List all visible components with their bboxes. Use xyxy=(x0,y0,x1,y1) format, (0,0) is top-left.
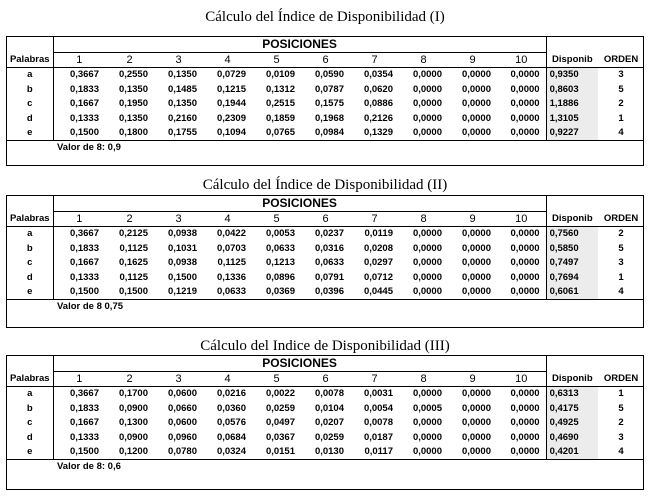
value-cell: 0,0000 xyxy=(510,257,540,269)
value-cell: 0,2550 xyxy=(118,69,148,81)
value-cell: 0,0000 xyxy=(461,83,491,95)
value-cell: 0,0000 xyxy=(461,388,491,400)
value-cell: 0,0620 xyxy=(363,83,393,95)
value-cell: 0,0000 xyxy=(510,286,540,298)
value-cell: 0,0237 xyxy=(314,228,344,240)
table-row xyxy=(7,97,644,112)
value-cell: 0,1833 xyxy=(53,82,105,97)
value-cell: 0,1667 xyxy=(53,256,105,271)
orden-cell: 5 xyxy=(618,402,624,414)
posiciones-header-row xyxy=(7,37,644,52)
palabra-cell: a xyxy=(27,388,33,400)
disponib-header: Disponib xyxy=(546,52,598,67)
value-cell: 0,0938 xyxy=(167,257,197,269)
value-cell: 0,0208 xyxy=(363,242,393,254)
value-cell: 0,1312 xyxy=(265,83,295,95)
value-cell: 0,1500 xyxy=(53,445,105,460)
value-cell: 0,0780 xyxy=(167,446,197,458)
orden-cell: 1 xyxy=(618,271,624,283)
position-column-header: 9 xyxy=(448,211,497,226)
table-row xyxy=(7,226,644,241)
posiciones-header: POSICIONES xyxy=(53,356,546,371)
position-column-header: 6 xyxy=(301,211,350,226)
column-header-row xyxy=(7,52,644,67)
table-row xyxy=(7,111,644,126)
valor-footer: Valor de 8: 0,9 xyxy=(7,141,644,155)
valor-footer: Valor de 8 0,75 xyxy=(7,300,644,314)
blank-cell xyxy=(7,37,53,52)
position-column-header: 4 xyxy=(203,371,252,386)
footer-row xyxy=(7,300,644,314)
value-cell: 0,0000 xyxy=(412,228,442,240)
position-column-header: 3 xyxy=(154,371,203,386)
value-cell: 0,3667 xyxy=(53,386,105,401)
value-cell: 0,1833 xyxy=(53,241,105,256)
position-column-header: 10 xyxy=(497,52,546,67)
value-cell: 0,2126 xyxy=(363,112,393,124)
value-cell: 0,0000 xyxy=(461,286,491,298)
palabra-cell: c xyxy=(27,98,33,110)
availability-table-3 xyxy=(6,355,644,490)
value-cell: 0,0000 xyxy=(461,228,491,240)
posiciones-header-row xyxy=(7,196,644,211)
value-cell: 0,0396 xyxy=(314,286,344,298)
value-cell: 0,1329 xyxy=(363,127,393,139)
valor-footer: Valor de 8: 0,6 xyxy=(7,460,644,474)
position-column-header: 8 xyxy=(399,371,448,386)
position-column-header: 1 xyxy=(53,371,105,386)
column-header-row xyxy=(7,211,644,226)
blank-cell xyxy=(598,37,644,52)
value-cell: 0,0000 xyxy=(412,83,442,95)
value-cell: 0,0000 xyxy=(412,112,442,124)
disponib-cell: 0,7497 xyxy=(546,256,598,271)
palabra-cell: a xyxy=(27,228,33,240)
value-cell: 0,0422 xyxy=(216,228,246,240)
value-cell: 0,0000 xyxy=(461,402,491,414)
value-cell: 0,0109 xyxy=(265,69,295,81)
value-cell: 0,0000 xyxy=(412,69,442,81)
value-cell: 0,0117 xyxy=(364,446,393,458)
value-cell: 0,0600 xyxy=(167,417,197,429)
position-column-header: 3 xyxy=(154,52,203,67)
value-cell: 0,0000 xyxy=(412,98,442,110)
value-cell: 0,1575 xyxy=(314,98,344,110)
value-cell: 0,1300 xyxy=(118,417,148,429)
disponib-header: Disponib xyxy=(546,211,598,226)
value-cell: 0,0633 xyxy=(216,286,246,298)
value-cell: 0,0005 xyxy=(412,402,442,414)
value-cell: 0,1485 xyxy=(167,83,197,95)
disponib-cell: 1,1886 xyxy=(546,97,598,112)
palabras-header: Palabras xyxy=(7,211,53,226)
value-cell: 0,0576 xyxy=(216,417,246,429)
availability-table-2 xyxy=(6,195,644,328)
orden-cell: 5 xyxy=(618,83,624,95)
palabra-cell: d xyxy=(26,271,33,283)
orden-cell: 1 xyxy=(618,388,624,400)
palabra-cell: b xyxy=(26,402,33,414)
position-column-header: 5 xyxy=(252,211,301,226)
value-cell: 0,0119 xyxy=(364,228,393,240)
value-cell: 0,0633 xyxy=(265,242,295,254)
data-table xyxy=(7,196,644,313)
value-cell: 0,1800 xyxy=(118,127,148,139)
orden-cell: 3 xyxy=(618,431,624,443)
value-cell: 0,0000 xyxy=(461,69,491,81)
value-cell: 0,0297 xyxy=(363,257,393,269)
position-column-header: 2 xyxy=(105,371,154,386)
value-cell: 0,3667 xyxy=(53,226,105,241)
value-cell: 0,0207 xyxy=(314,417,344,429)
data-table xyxy=(7,37,644,154)
position-column-header: 4 xyxy=(203,52,252,67)
column-header-row xyxy=(7,371,644,386)
value-cell: 0,0216 xyxy=(216,388,246,400)
posiciones-header: POSICIONES xyxy=(53,196,546,211)
value-cell: 0,0000 xyxy=(412,127,442,139)
disponib-cell: 0,4201 xyxy=(546,445,598,460)
value-cell: 0,0600 xyxy=(167,388,197,400)
orden-cell: 2 xyxy=(618,98,624,110)
orden-cell: 1 xyxy=(618,112,624,124)
value-cell: 0,0000 xyxy=(510,112,540,124)
value-cell: 0,0000 xyxy=(510,402,540,414)
orden-cell: 2 xyxy=(618,417,624,429)
value-cell: 0,1336 xyxy=(216,271,246,283)
value-cell: 0,1500 xyxy=(53,126,105,141)
value-cell: 0,2309 xyxy=(216,112,246,124)
palabra-cell: d xyxy=(26,112,33,124)
value-cell: 0,0000 xyxy=(412,431,442,443)
value-cell: 0,1094 xyxy=(216,127,246,139)
blank-cell xyxy=(546,196,598,211)
table-row xyxy=(7,430,644,445)
disponib-cell: 0,6313 xyxy=(546,386,598,401)
value-cell: 0,1755 xyxy=(167,127,197,139)
value-cell: 0,1350 xyxy=(118,83,148,95)
value-cell: 0,1333 xyxy=(53,430,105,445)
disponib-cell: 0,4925 xyxy=(546,416,598,431)
value-cell: 0,0000 xyxy=(461,127,491,139)
value-cell: 0,1333 xyxy=(53,111,105,126)
value-cell: 0,1833 xyxy=(53,401,105,416)
value-cell: 0,1333 xyxy=(53,270,105,285)
value-cell: 0,1125 xyxy=(119,271,148,283)
value-cell: 0,0729 xyxy=(216,69,246,81)
value-cell: 0,0000 xyxy=(461,98,491,110)
value-cell: 0,2125 xyxy=(118,228,148,240)
position-column-header: 10 xyxy=(497,371,546,386)
table-row xyxy=(7,386,644,401)
position-column-header: 1 xyxy=(53,52,105,67)
value-cell: 0,0000 xyxy=(412,446,442,458)
value-cell: 0,0000 xyxy=(510,242,540,254)
disponib-cell: 0,4690 xyxy=(546,430,598,445)
disponib-cell: 0,5850 xyxy=(546,241,598,256)
position-column-header: 3 xyxy=(154,211,203,226)
value-cell: 0,0078 xyxy=(314,388,344,400)
value-cell: 0,0896 xyxy=(265,271,295,283)
position-column-header: 7 xyxy=(350,211,399,226)
table-row xyxy=(7,270,644,285)
value-cell: 0,0187 xyxy=(363,431,393,443)
disponib-cell: 0,4175 xyxy=(546,401,598,416)
position-column-header: 7 xyxy=(350,371,399,386)
data-table xyxy=(7,356,644,473)
value-cell: 0,0054 xyxy=(363,402,393,414)
value-cell: 0,1968 xyxy=(314,112,344,124)
position-column-header: 2 xyxy=(105,211,154,226)
orden-cell: 3 xyxy=(618,257,624,269)
table-row xyxy=(7,82,644,97)
value-cell: 0,1944 xyxy=(216,98,246,110)
value-cell: 0,2515 xyxy=(265,98,295,110)
value-cell: 0,0000 xyxy=(412,286,442,298)
value-cell: 0,0324 xyxy=(216,446,246,458)
table-title: Cálculo del Indice de Disponibilidad (III) xyxy=(200,338,450,354)
value-cell: 0,0369 xyxy=(265,286,295,298)
value-cell: 0,0000 xyxy=(510,431,540,443)
value-cell: 0,0078 xyxy=(363,417,393,429)
value-cell: 0,1950 xyxy=(118,98,148,110)
orden-header: ORDEN xyxy=(598,211,644,226)
value-cell: 0,1219 xyxy=(167,286,197,298)
disponib-cell: 0,7694 xyxy=(546,270,598,285)
palabra-cell: b xyxy=(26,83,33,95)
value-cell: 0,0316 xyxy=(314,242,344,254)
value-cell: 0,0590 xyxy=(314,69,344,81)
value-cell: 0,0031 xyxy=(363,388,393,400)
blank-cell xyxy=(546,37,598,52)
palabras-header: Palabras xyxy=(7,371,53,386)
value-cell: 0,0000 xyxy=(510,69,540,81)
value-cell: 0,0000 xyxy=(461,257,491,269)
disponib-cell: 0,9350 xyxy=(546,67,598,82)
value-cell: 0,0000 xyxy=(510,228,540,240)
value-cell: 0,0000 xyxy=(510,388,540,400)
table-title: Cálculo del Índice de Disponibilidad (II) xyxy=(202,177,448,193)
disponib-cell: 0,6061 xyxy=(546,285,598,300)
blank-cell xyxy=(546,356,598,371)
footer-row xyxy=(7,460,644,474)
orden-header: ORDEN xyxy=(598,371,644,386)
posiciones-header-row xyxy=(7,356,644,371)
value-cell: 0,0000 xyxy=(412,271,442,283)
footer-row xyxy=(7,141,644,155)
table-title: Cálculo del Índice de Disponibilidad (I) xyxy=(205,9,445,25)
palabra-cell: e xyxy=(27,446,33,458)
position-column-header: 4 xyxy=(203,211,252,226)
position-column-header: 9 xyxy=(448,52,497,67)
value-cell: 0,0000 xyxy=(510,98,540,110)
value-cell: 0,0960 xyxy=(167,431,197,443)
table-row xyxy=(7,401,644,416)
value-cell: 0,0000 xyxy=(510,446,540,458)
palabra-cell: e xyxy=(27,286,33,298)
value-cell: 0,0000 xyxy=(510,83,540,95)
position-column-header: 5 xyxy=(252,52,301,67)
value-cell: 0,1215 xyxy=(216,83,246,95)
value-cell: 0,0497 xyxy=(265,417,295,429)
value-cell: 0,0000 xyxy=(461,417,491,429)
value-cell: 0,0000 xyxy=(461,271,491,283)
value-cell: 0,0684 xyxy=(216,431,246,443)
orden-cell: 4 xyxy=(618,127,624,139)
value-cell: 0,1667 xyxy=(53,97,105,112)
table-row xyxy=(7,285,644,300)
value-cell: 0,1125 xyxy=(217,257,246,269)
table-row xyxy=(7,126,644,141)
value-cell: 0,3667 xyxy=(53,67,105,82)
value-cell: 0,0633 xyxy=(314,257,344,269)
value-cell: 0,0000 xyxy=(412,257,442,269)
disponib-header: Disponib xyxy=(546,371,598,386)
posiciones-header: POSICIONES xyxy=(53,37,546,52)
value-cell: 0,0367 xyxy=(265,431,295,443)
value-cell: 0,0151 xyxy=(265,446,295,458)
value-cell: 0,0259 xyxy=(314,431,344,443)
availability-table-1 xyxy=(6,36,644,166)
value-cell: 0,0360 xyxy=(216,402,246,414)
value-cell: 0,1500 xyxy=(167,271,197,283)
value-cell: 0,0022 xyxy=(265,388,295,400)
value-cell: 0,1031 xyxy=(167,242,197,254)
palabra-cell: b xyxy=(26,242,33,254)
palabra-cell: c xyxy=(27,417,33,429)
value-cell: 0,0000 xyxy=(461,446,491,458)
value-cell: 0,0130 xyxy=(314,446,344,458)
position-column-header: 10 xyxy=(497,211,546,226)
value-cell: 0,1213 xyxy=(265,257,295,269)
disponib-cell: 0,8603 xyxy=(546,82,598,97)
position-column-header: 8 xyxy=(399,52,448,67)
position-column-header: 9 xyxy=(448,371,497,386)
value-cell: 0,1125 xyxy=(119,242,148,254)
value-cell: 0,1200 xyxy=(118,446,148,458)
value-cell: 0,0000 xyxy=(412,388,442,400)
value-cell: 0,0000 xyxy=(461,431,491,443)
value-cell: 0,0000 xyxy=(412,242,442,254)
position-column-header: 6 xyxy=(301,52,350,67)
value-cell: 0,1667 xyxy=(53,416,105,431)
value-cell: 0,0787 xyxy=(314,83,344,95)
position-column-header: 6 xyxy=(301,371,350,386)
blank-cell xyxy=(7,196,53,211)
value-cell: 0,0703 xyxy=(216,242,246,254)
value-cell: 0,0000 xyxy=(510,271,540,283)
position-column-header: 5 xyxy=(252,371,301,386)
table-row xyxy=(7,67,644,82)
palabra-cell: e xyxy=(27,127,33,139)
value-cell: 0,0053 xyxy=(265,228,295,240)
value-cell: 0,1350 xyxy=(167,98,197,110)
disponib-cell: 0,7560 xyxy=(546,226,598,241)
value-cell: 0,0886 xyxy=(363,98,393,110)
palabra-cell: d xyxy=(26,431,33,443)
blank-cell xyxy=(7,356,53,371)
disponib-cell: 0,9227 xyxy=(546,126,598,141)
blank-cell xyxy=(598,356,644,371)
table-row xyxy=(7,256,644,271)
value-cell: 0,1859 xyxy=(265,112,295,124)
blank-cell xyxy=(598,196,644,211)
value-cell: 0,0000 xyxy=(461,242,491,254)
table-row xyxy=(7,241,644,256)
orden-cell: 3 xyxy=(618,69,624,81)
value-cell: 0,1350 xyxy=(167,69,197,81)
value-cell: 0,0259 xyxy=(265,402,295,414)
value-cell: 0,0791 xyxy=(314,271,344,283)
value-cell: 0,1625 xyxy=(118,257,148,269)
value-cell: 0,1700 xyxy=(118,388,148,400)
value-cell: 0,1500 xyxy=(118,286,148,298)
orden-cell: 2 xyxy=(618,228,624,240)
position-column-header: 8 xyxy=(399,211,448,226)
palabra-cell: c xyxy=(27,257,33,269)
value-cell: 0,0900 xyxy=(118,431,148,443)
orden-cell: 5 xyxy=(618,242,624,254)
position-column-header: 7 xyxy=(350,52,399,67)
value-cell: 0,1350 xyxy=(118,112,148,124)
value-cell: 0,0984 xyxy=(314,127,344,139)
value-cell: 0,0765 xyxy=(265,127,295,139)
palabra-cell: a xyxy=(27,69,33,81)
value-cell: 0,0000 xyxy=(461,112,491,124)
value-cell: 0,0938 xyxy=(167,228,197,240)
value-cell: 0,0000 xyxy=(412,417,442,429)
value-cell: 0,0900 xyxy=(118,402,148,414)
value-cell: 0,0660 xyxy=(167,402,197,414)
value-cell: 0,0000 xyxy=(510,127,540,139)
orden-header: ORDEN xyxy=(598,52,644,67)
position-column-header: 2 xyxy=(105,52,154,67)
disponib-cell: 1,3105 xyxy=(546,111,598,126)
orden-cell: 4 xyxy=(618,286,624,298)
position-column-header: 1 xyxy=(53,211,105,226)
value-cell: 0,2160 xyxy=(167,112,197,124)
value-cell: 0,0445 xyxy=(363,286,393,298)
table-row xyxy=(7,416,644,431)
table-row xyxy=(7,445,644,460)
value-cell: 0,1500 xyxy=(53,285,105,300)
value-cell: 0,0712 xyxy=(363,271,393,283)
value-cell: 0,0000 xyxy=(510,417,540,429)
orden-cell: 4 xyxy=(618,446,624,458)
value-cell: 0,0104 xyxy=(314,402,344,414)
palabras-header: Palabras xyxy=(7,52,53,67)
value-cell: 0,0354 xyxy=(363,69,393,81)
